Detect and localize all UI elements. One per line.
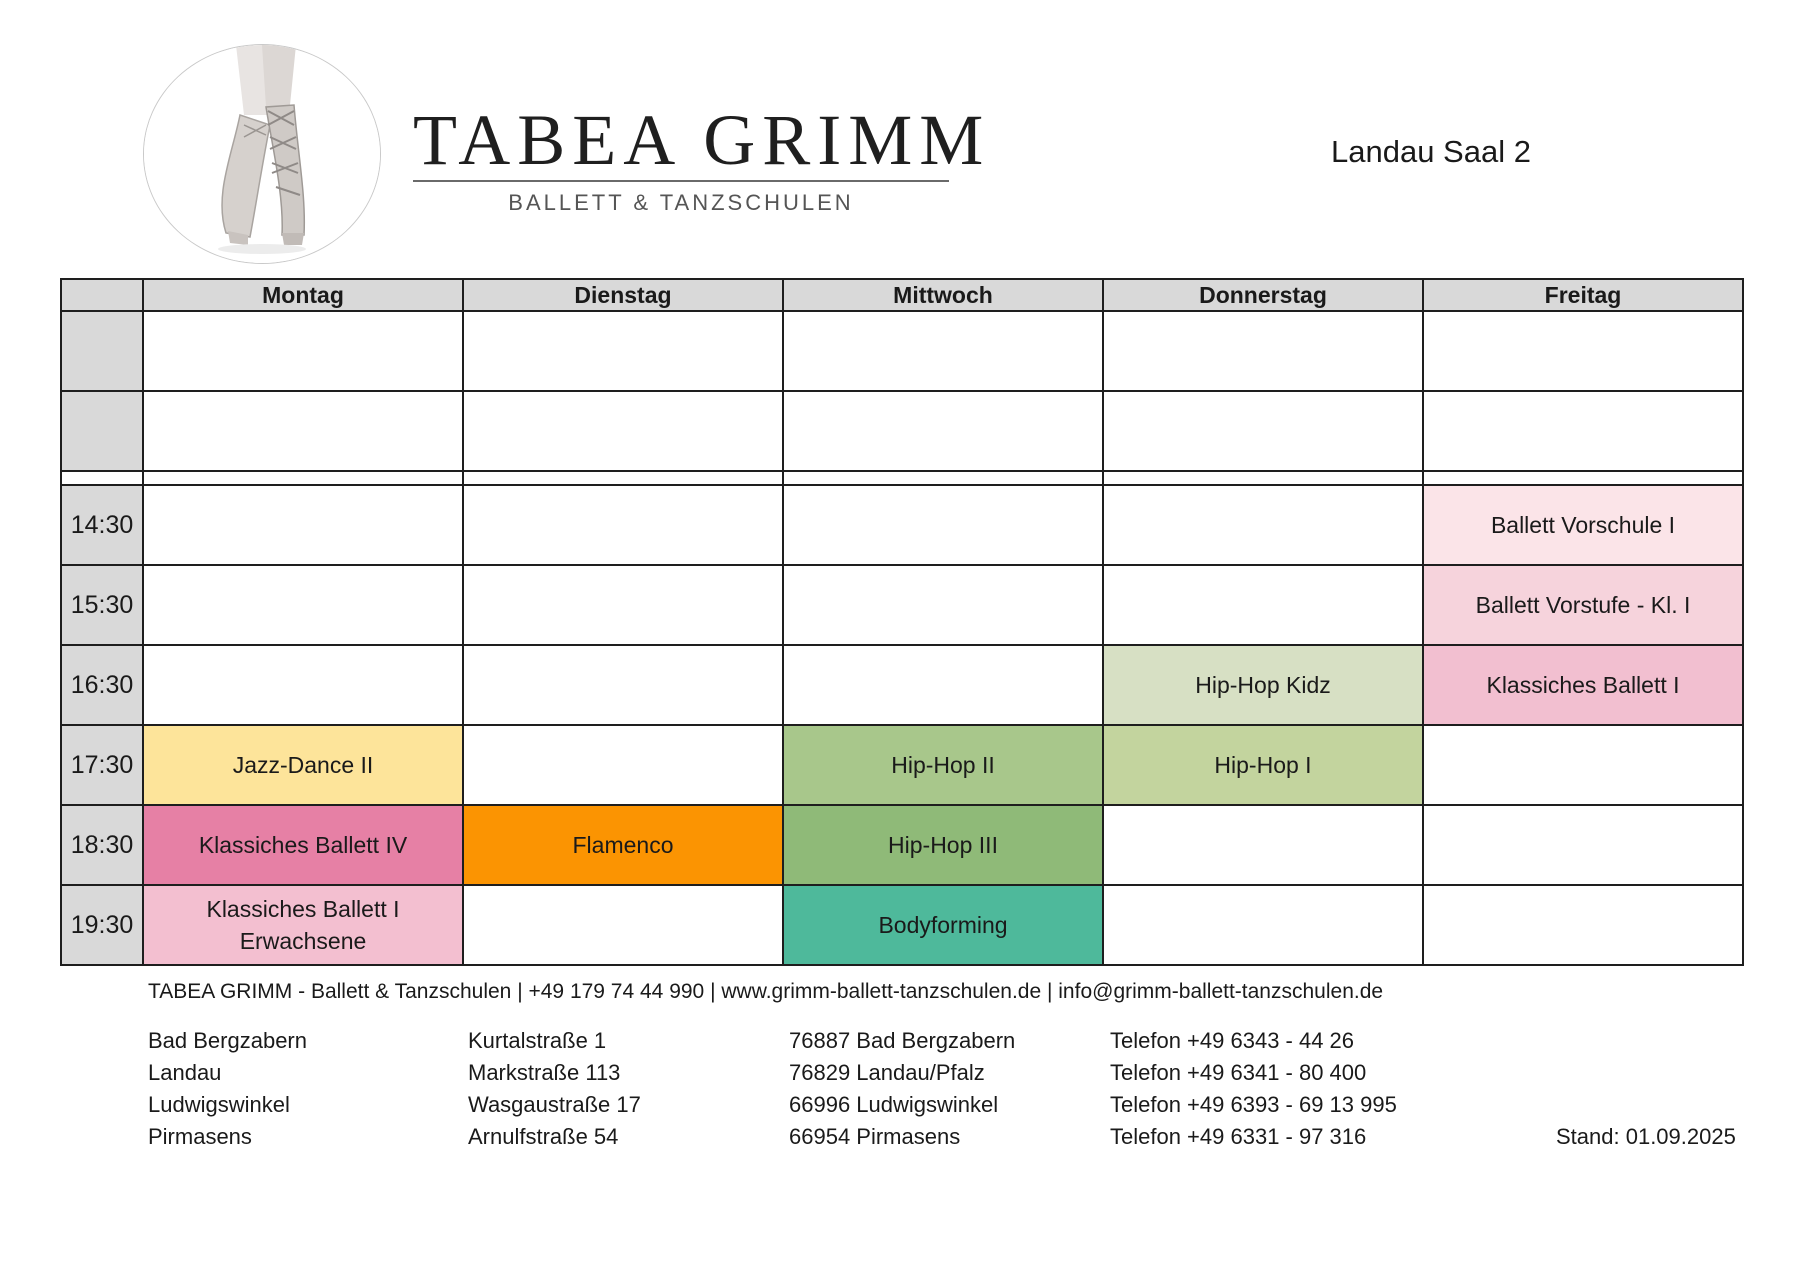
locations-zip-column xyxy=(789,1025,1015,1153)
schedule-row xyxy=(61,565,1743,645)
separator-cell xyxy=(143,471,463,485)
day-header: Montag xyxy=(143,279,463,311)
class-cell xyxy=(463,805,783,885)
class-cell xyxy=(1423,565,1743,645)
contact-line: TABEA GRIMM - Ballett & Tanzschulen | +49 179 74 44 990 | www.grimm-ballett-tanzschulen.de | info@grimm-ballett-tanzschulen.de xyxy=(148,980,1384,1003)
class-cell xyxy=(143,311,463,391)
empty-class-cell xyxy=(1103,485,1423,565)
time-cell: 19:30 xyxy=(61,885,143,965)
class-name: Klassiches Ballett I Erwachsene xyxy=(206,896,400,954)
time-cell xyxy=(61,311,143,391)
class-cell xyxy=(1423,311,1743,391)
class-name: Hip-Hop II xyxy=(891,752,995,778)
class-name: Hip-Hop III xyxy=(888,832,998,858)
class-cell xyxy=(783,391,1103,471)
separator-cell xyxy=(1423,471,1743,485)
empty-class-cell xyxy=(463,485,783,565)
empty-class-cell xyxy=(1103,885,1423,965)
class-name: Jazz-Dance II xyxy=(232,752,374,778)
room-label: Landau Saal 2 xyxy=(1331,134,1531,169)
brand-divider xyxy=(413,180,949,182)
pointe-shoes-icon xyxy=(144,45,380,263)
class-cell xyxy=(143,725,463,805)
class-name: Ballett Vorstufe - Kl. I xyxy=(1475,592,1691,618)
location-street: Kurtalstraße 1 xyxy=(468,1028,607,1053)
empty-class-cell xyxy=(1423,725,1743,805)
separator-cell xyxy=(463,471,783,485)
schedule-header-row xyxy=(61,279,1743,311)
empty-class-cell xyxy=(463,725,783,805)
separator-row xyxy=(61,471,1743,485)
schedule-row xyxy=(61,485,1743,565)
locations-city-column xyxy=(148,1025,307,1153)
schedule-row xyxy=(61,805,1743,885)
location-zip-city: 66954 Pirmasens xyxy=(789,1124,961,1149)
empty-row xyxy=(61,311,1743,391)
empty-class-cell xyxy=(1423,885,1743,965)
locations-phone-column xyxy=(1110,1025,1397,1153)
empty-class-cell xyxy=(463,565,783,645)
class-name: Bodyforming xyxy=(878,912,1008,938)
schedule-body xyxy=(61,311,1743,965)
location-street: Arnulfstraße 54 xyxy=(468,1124,619,1149)
stand-date: Stand: 01.09.2025 xyxy=(1556,1124,1736,1149)
day-header: Mittwoch xyxy=(783,279,1103,311)
empty-class-cell xyxy=(463,645,783,725)
empty-class-cell xyxy=(143,565,463,645)
location-street: Wasgaustraße 17 xyxy=(468,1092,641,1117)
class-name: Ballett Vorschule I xyxy=(1490,512,1676,538)
time-cell: 17:30 xyxy=(61,725,143,805)
location-zip-city: 66996 Ludwigswinkel xyxy=(789,1092,999,1117)
class-cell xyxy=(1423,645,1743,725)
empty-class-cell xyxy=(783,485,1103,565)
time-cell: 14:30 xyxy=(61,485,143,565)
separator-cell xyxy=(1103,471,1423,485)
time-cell: 18:30 xyxy=(61,805,143,885)
location-street: Markstraße 113 xyxy=(468,1060,621,1085)
empty-class-cell xyxy=(783,645,1103,725)
location-phone: Telefon +49 6341 - 80 400 xyxy=(1110,1060,1367,1085)
location-zip-city: 76829 Landau/Pfalz xyxy=(789,1060,985,1085)
class-cell xyxy=(1423,391,1743,471)
empty-class-cell xyxy=(143,485,463,565)
class-cell xyxy=(1103,725,1423,805)
empty-class-cell xyxy=(463,885,783,965)
brand-subtitle: BALLETT & TANZSCHULEN xyxy=(508,190,854,215)
day-header: Donnerstag xyxy=(1103,279,1423,311)
location-zip-city: 76887 Bad Bergzabern xyxy=(789,1028,1016,1053)
class-cell xyxy=(1103,391,1423,471)
class-name: Klassiches Ballett I xyxy=(1486,672,1680,698)
class-name: Hip-Hop Kidz xyxy=(1195,672,1331,698)
class-cell xyxy=(783,885,1103,965)
class-name: Hip-Hop I xyxy=(1214,752,1312,778)
time-cell: 15:30 xyxy=(61,565,143,645)
separator-cell xyxy=(61,471,143,485)
class-cell xyxy=(1423,485,1743,565)
schedule-row xyxy=(61,725,1743,805)
class-name: Klassiches Ballett IV xyxy=(198,832,408,858)
class-cell xyxy=(783,311,1103,391)
class-cell xyxy=(143,805,463,885)
day-header: Dienstag xyxy=(463,279,783,311)
class-cell xyxy=(463,311,783,391)
schedule-row xyxy=(61,885,1743,965)
class-name: Flamenco xyxy=(572,832,674,858)
schedule-table xyxy=(60,278,1744,966)
location-phone: Telefon +49 6343 - 44 26 xyxy=(1110,1028,1355,1053)
location-city: Landau xyxy=(148,1060,222,1085)
location-city: Bad Bergzabern xyxy=(148,1028,307,1053)
class-cell xyxy=(783,725,1103,805)
brand-name: TABEA GRIMM xyxy=(413,100,991,180)
location-city: Ludwigswinkel xyxy=(148,1092,290,1117)
empty-class-cell xyxy=(783,565,1103,645)
day-header: Freitag xyxy=(1423,279,1743,311)
empty-class-cell xyxy=(1103,805,1423,885)
locations-street-column xyxy=(468,1025,641,1153)
empty-class-cell xyxy=(1423,805,1743,885)
class-cell xyxy=(1103,645,1423,725)
logo-ballet-shoes xyxy=(143,44,381,264)
schedule-row xyxy=(61,645,1743,725)
time-cell xyxy=(61,391,143,471)
class-cell xyxy=(783,805,1103,885)
brand-block xyxy=(413,100,991,216)
location-city: Pirmasens xyxy=(148,1124,252,1149)
empty-class-cell xyxy=(1103,565,1423,645)
separator-cell xyxy=(783,471,1103,485)
time-column-header xyxy=(61,279,143,311)
class-cell xyxy=(463,391,783,471)
class-cell xyxy=(1103,311,1423,391)
time-cell: 16:30 xyxy=(61,645,143,725)
location-phone: Telefon +49 6331 - 97 316 xyxy=(1110,1124,1367,1149)
class-cell xyxy=(143,885,463,965)
location-phone: Telefon +49 6393 - 69 13 995 xyxy=(1110,1092,1397,1117)
class-cell xyxy=(143,391,463,471)
empty-class-cell xyxy=(143,645,463,725)
empty-row xyxy=(61,391,1743,471)
